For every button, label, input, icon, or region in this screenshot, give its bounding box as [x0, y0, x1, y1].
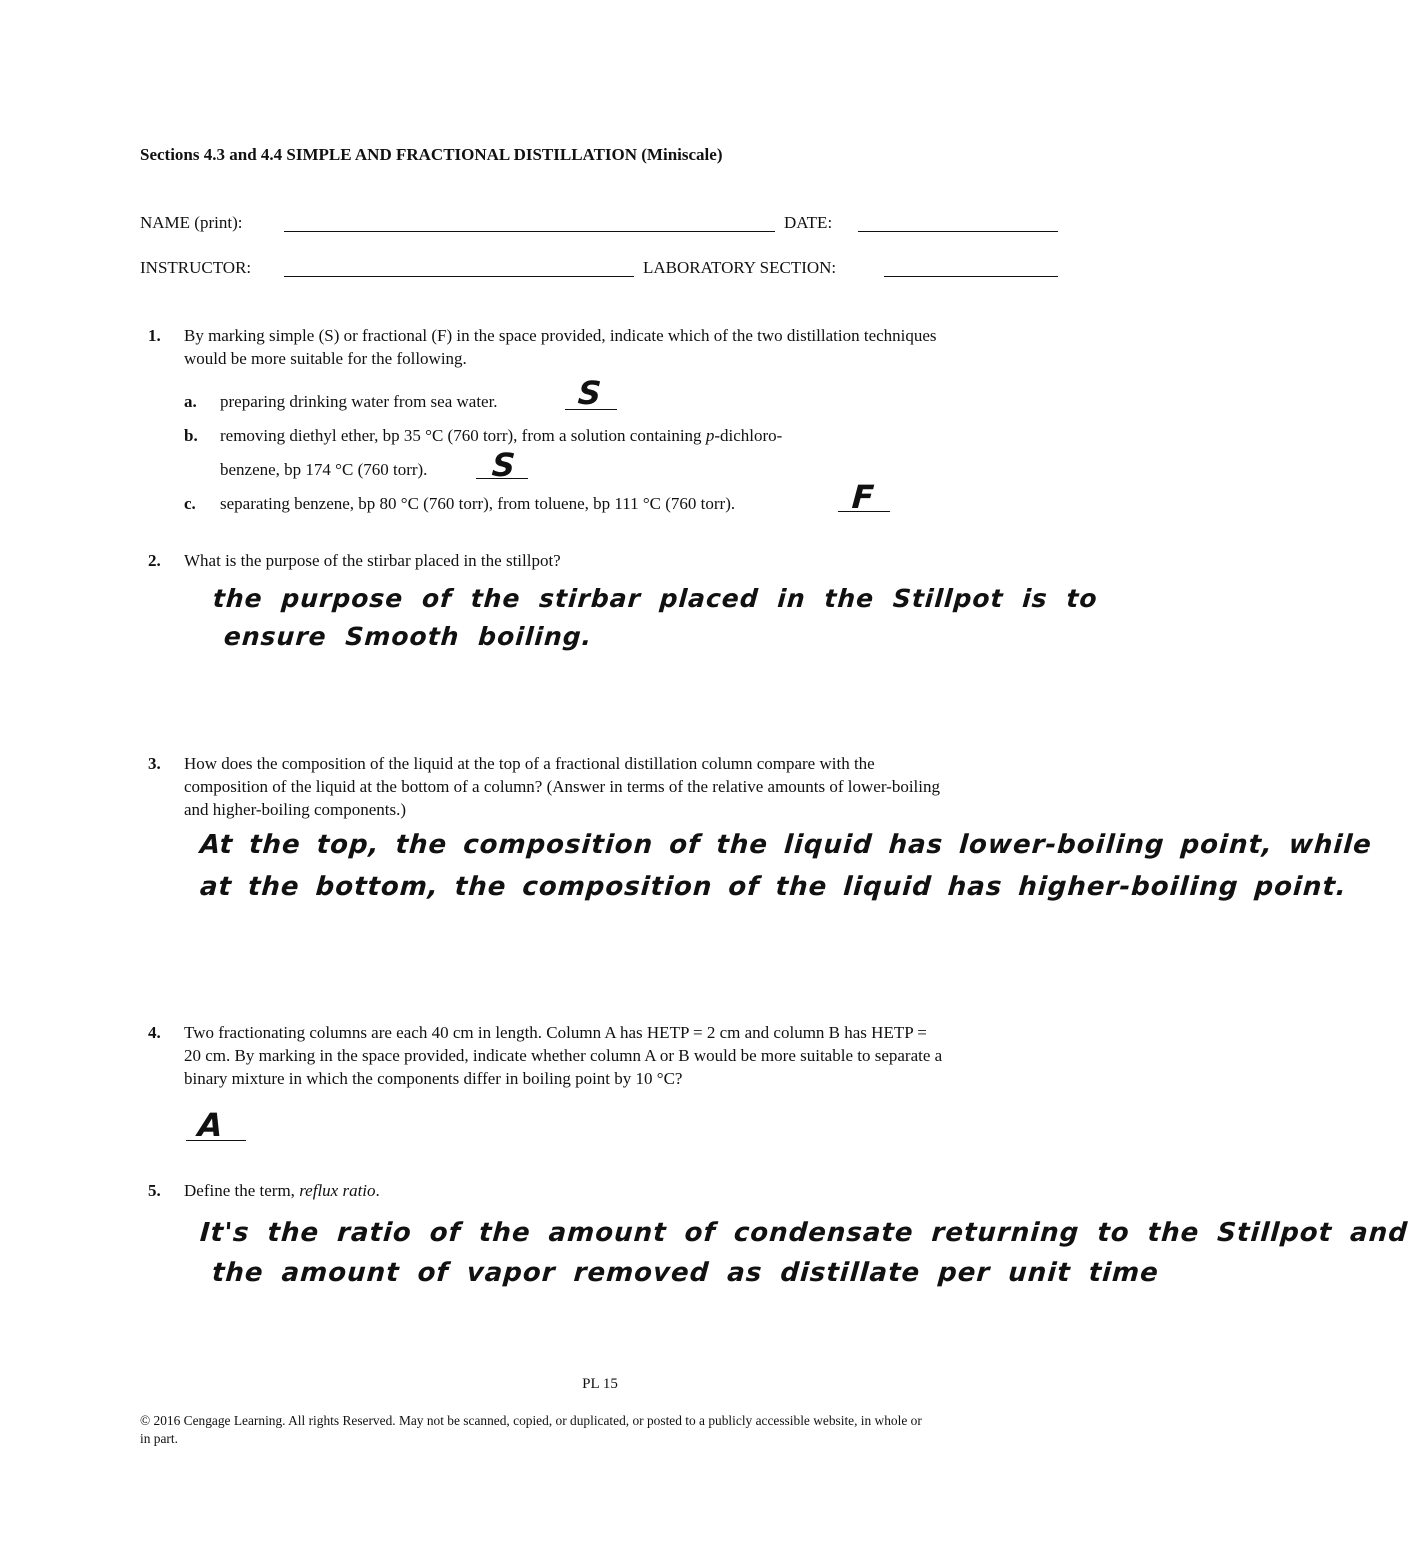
q2-answer-line1: the purpose of the stirbar placed in the Stillpot is to — [211, 584, 1099, 613]
q1-text: By marking simple (S) or fractional (F) in the space provided, indicate which of the two distillation techniques would be more suitable for the following. — [184, 326, 937, 368]
date-field[interactable] — [858, 231, 1058, 232]
q2-text: What is the purpose of the stirbar placed in the stillpot? — [184, 551, 561, 570]
q5-answer-line2: the amount of vapor removed as distillate per unit time — [210, 1258, 1160, 1288]
q5-answer-line1: It's the ratio of the amount of condensate returning to the Stillpot and — [198, 1218, 1409, 1248]
q3-answer-line1: At the top, the composition of the liquid has lower-boiling point, while — [198, 830, 1373, 860]
q1c-text: separating benzene, bp 80 °C (760 torr), from toluene, bp 111 °C (760 torr). — [220, 494, 736, 513]
q1b-text-line2: benzene, bp 174 °C (760 torr). — [220, 460, 428, 479]
q1-number: 1. — [148, 326, 161, 345]
name-field[interactable] — [284, 231, 775, 232]
q3-text: How does the composition of the liquid at the top of a fractional distillation column compare with the composition of the liquid at the bottom of a column? (Answer in terms of the relative amounts of lower-boiling and higher-boiling components.) — [184, 754, 940, 819]
lab-section-field[interactable] — [884, 276, 1058, 277]
q5-number: 5. — [148, 1181, 161, 1200]
name-label: NAME (print): — [140, 213, 243, 232]
q1b-text-line1: removing diethyl ether, bp 35 °C (760 torr), from a solution containing p-dichloro- — [220, 426, 783, 445]
lab-section-label: LABORATORY SECTION: — [643, 258, 837, 277]
q5-text: Define the term, reflux ratio. — [184, 1181, 380, 1200]
instructor-label: INSTRUCTOR: — [140, 258, 252, 277]
q1a-answer: S — [576, 374, 603, 412]
q1b-answer: S — [490, 446, 517, 484]
q2-number: 2. — [148, 551, 161, 570]
date-label: DATE: — [784, 213, 833, 232]
q1c-answer: F — [850, 478, 876, 516]
page-number: PL 15 — [582, 1376, 618, 1392]
q1a-label: a. — [184, 392, 197, 411]
instructor-field[interactable] — [284, 276, 634, 277]
q2-answer-line2: ensure Smooth boiling. — [222, 622, 594, 651]
q4-answer: A — [196, 1106, 225, 1144]
q1c-label: c. — [184, 494, 196, 513]
q1a-text: preparing drinking water from sea water. — [220, 392, 498, 411]
q4-text: Two fractionating columns are each 40 cm in length. Column A has HETP = 2 cm and column B has HETP = 20 cm. By marking in the space provided, indicate whether column A or B would be more suitable to separate a binary mixture in which the components differ in boiling point by 10 °C? — [184, 1023, 943, 1088]
copyright-notice: © 2016 Cengage Learning. All rights Reserved. May not be scanned, copied, or duplicated, or posted to a publicly accessible website, in whole or in part. — [140, 1413, 922, 1446]
page-title: Sections 4.3 and 4.4 SIMPLE AND FRACTIONAL DISTILLATION (Miniscale) — [140, 145, 723, 164]
q1b-label: b. — [184, 426, 198, 445]
q3-answer-line2: at the bottom, the composition of the liquid has higher-boiling point. — [198, 872, 1348, 902]
q3-number: 3. — [148, 754, 161, 773]
q4-number: 4. — [148, 1023, 161, 1042]
